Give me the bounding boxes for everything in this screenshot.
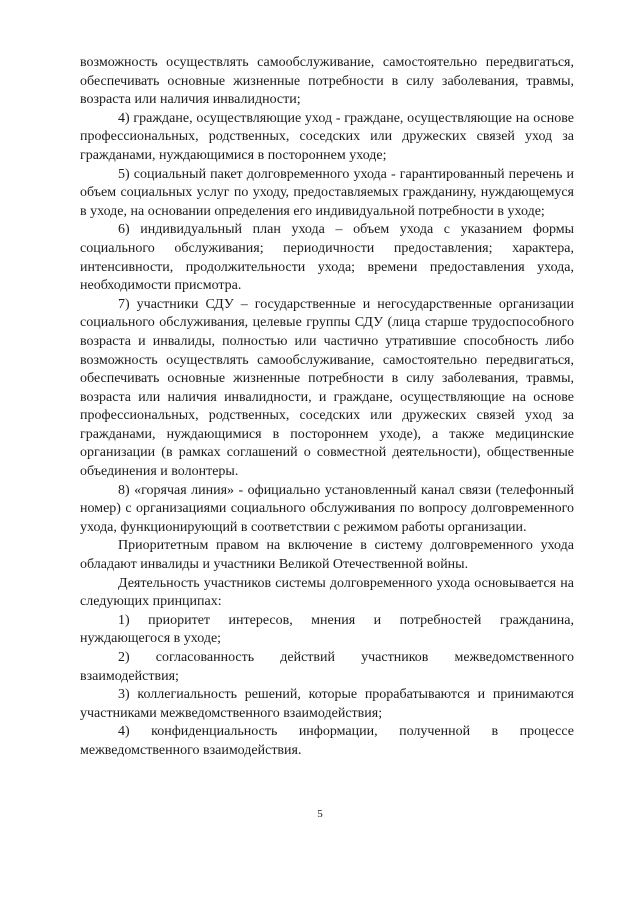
paragraph-item-4: 4) граждане, осуществляющие уход - граждане, осуществляющие на основе профессиональных, родственных, соседских или дружеских связей уход за гражданами, нуждающимися в постороннем уходе; (80, 110, 574, 163)
document-body (80, 54, 574, 761)
principle-item-2: 2) согласованность действий участников межведомственного взаимодействия; (80, 650, 574, 684)
paragraph-continuation: возможность осуществлять самообслуживание, самостоятельно передвигаться, обеспечивать основные жизненные потребности в силу заболевания, травмы, возраста или наличия инвалидности; (80, 55, 574, 108)
page-number: 5 (317, 808, 323, 820)
paragraph-item-5: 5) социальный пакет долговременного ухода - гарантированный перечень и объем социальных услуг по уходу, предоставляемых гражданину, нуждающемуся в уходе, на основании определения его индивидуальной потребности в уходе; (80, 166, 574, 219)
paragraph-priority-right: Приоритетным правом на включение в систему долговременного ухода обладают инвалиды и участники Великой Отечественной войны. (80, 538, 574, 573)
principle-item-4: 4) конфиденциальность информации, полученной в процессе межведомственного взаимодействия. (80, 724, 574, 758)
paragraph-item-8: 8) «горячая линия» - официально установленный канал связи (телефонный номер) с организациями социального обслуживания по вопросу долговременного ухода, функционирующий в соответствии с режимом работы организации. (80, 482, 574, 535)
principle-item-3: 3) коллегиальность решений, которые прорабатываются и принимаются участниками межведомственного взаимодействия; (80, 687, 574, 721)
principle-item-1: 1) приоритет интересов, мнения и потребностей гражданина, нуждающегося в уходе; (80, 612, 574, 647)
paragraph-item-6: 6) индивидуальный план ухода – объем ухода с указанием формы социального обслуживания; периодичности предоставления; характера, интенсивности, продолжительности ухода; времени предоставления ухода, необходимости присмотра. (80, 222, 574, 294)
paragraph-item-7: 7) участники СДУ – государственные и негосударственные организации социального обслуживания, целевые группы СДУ (лица старше трудоспособного возраста и инвалиды, полностью или частично утратившие способность либо возможность осуществлять самообслуживание, самостоятельно передвигаться, обеспечивать основные жизненные потребности в силу заболевания, травмы, возраста или наличия инвалидности, и граждане, осуществляющие на основе профессиональных, родственных, соседских или дружеских связей уход за гражданами, нуждающимися в постороннем уходе), а также медицинские организации (в рамках соглашений о совместной деятельности), общественные объединения и волонтеры. (80, 296, 574, 480)
paragraph-principles-intro: Деятельность участников системы долговременного ухода основывается на следующих принципах: (80, 575, 574, 610)
